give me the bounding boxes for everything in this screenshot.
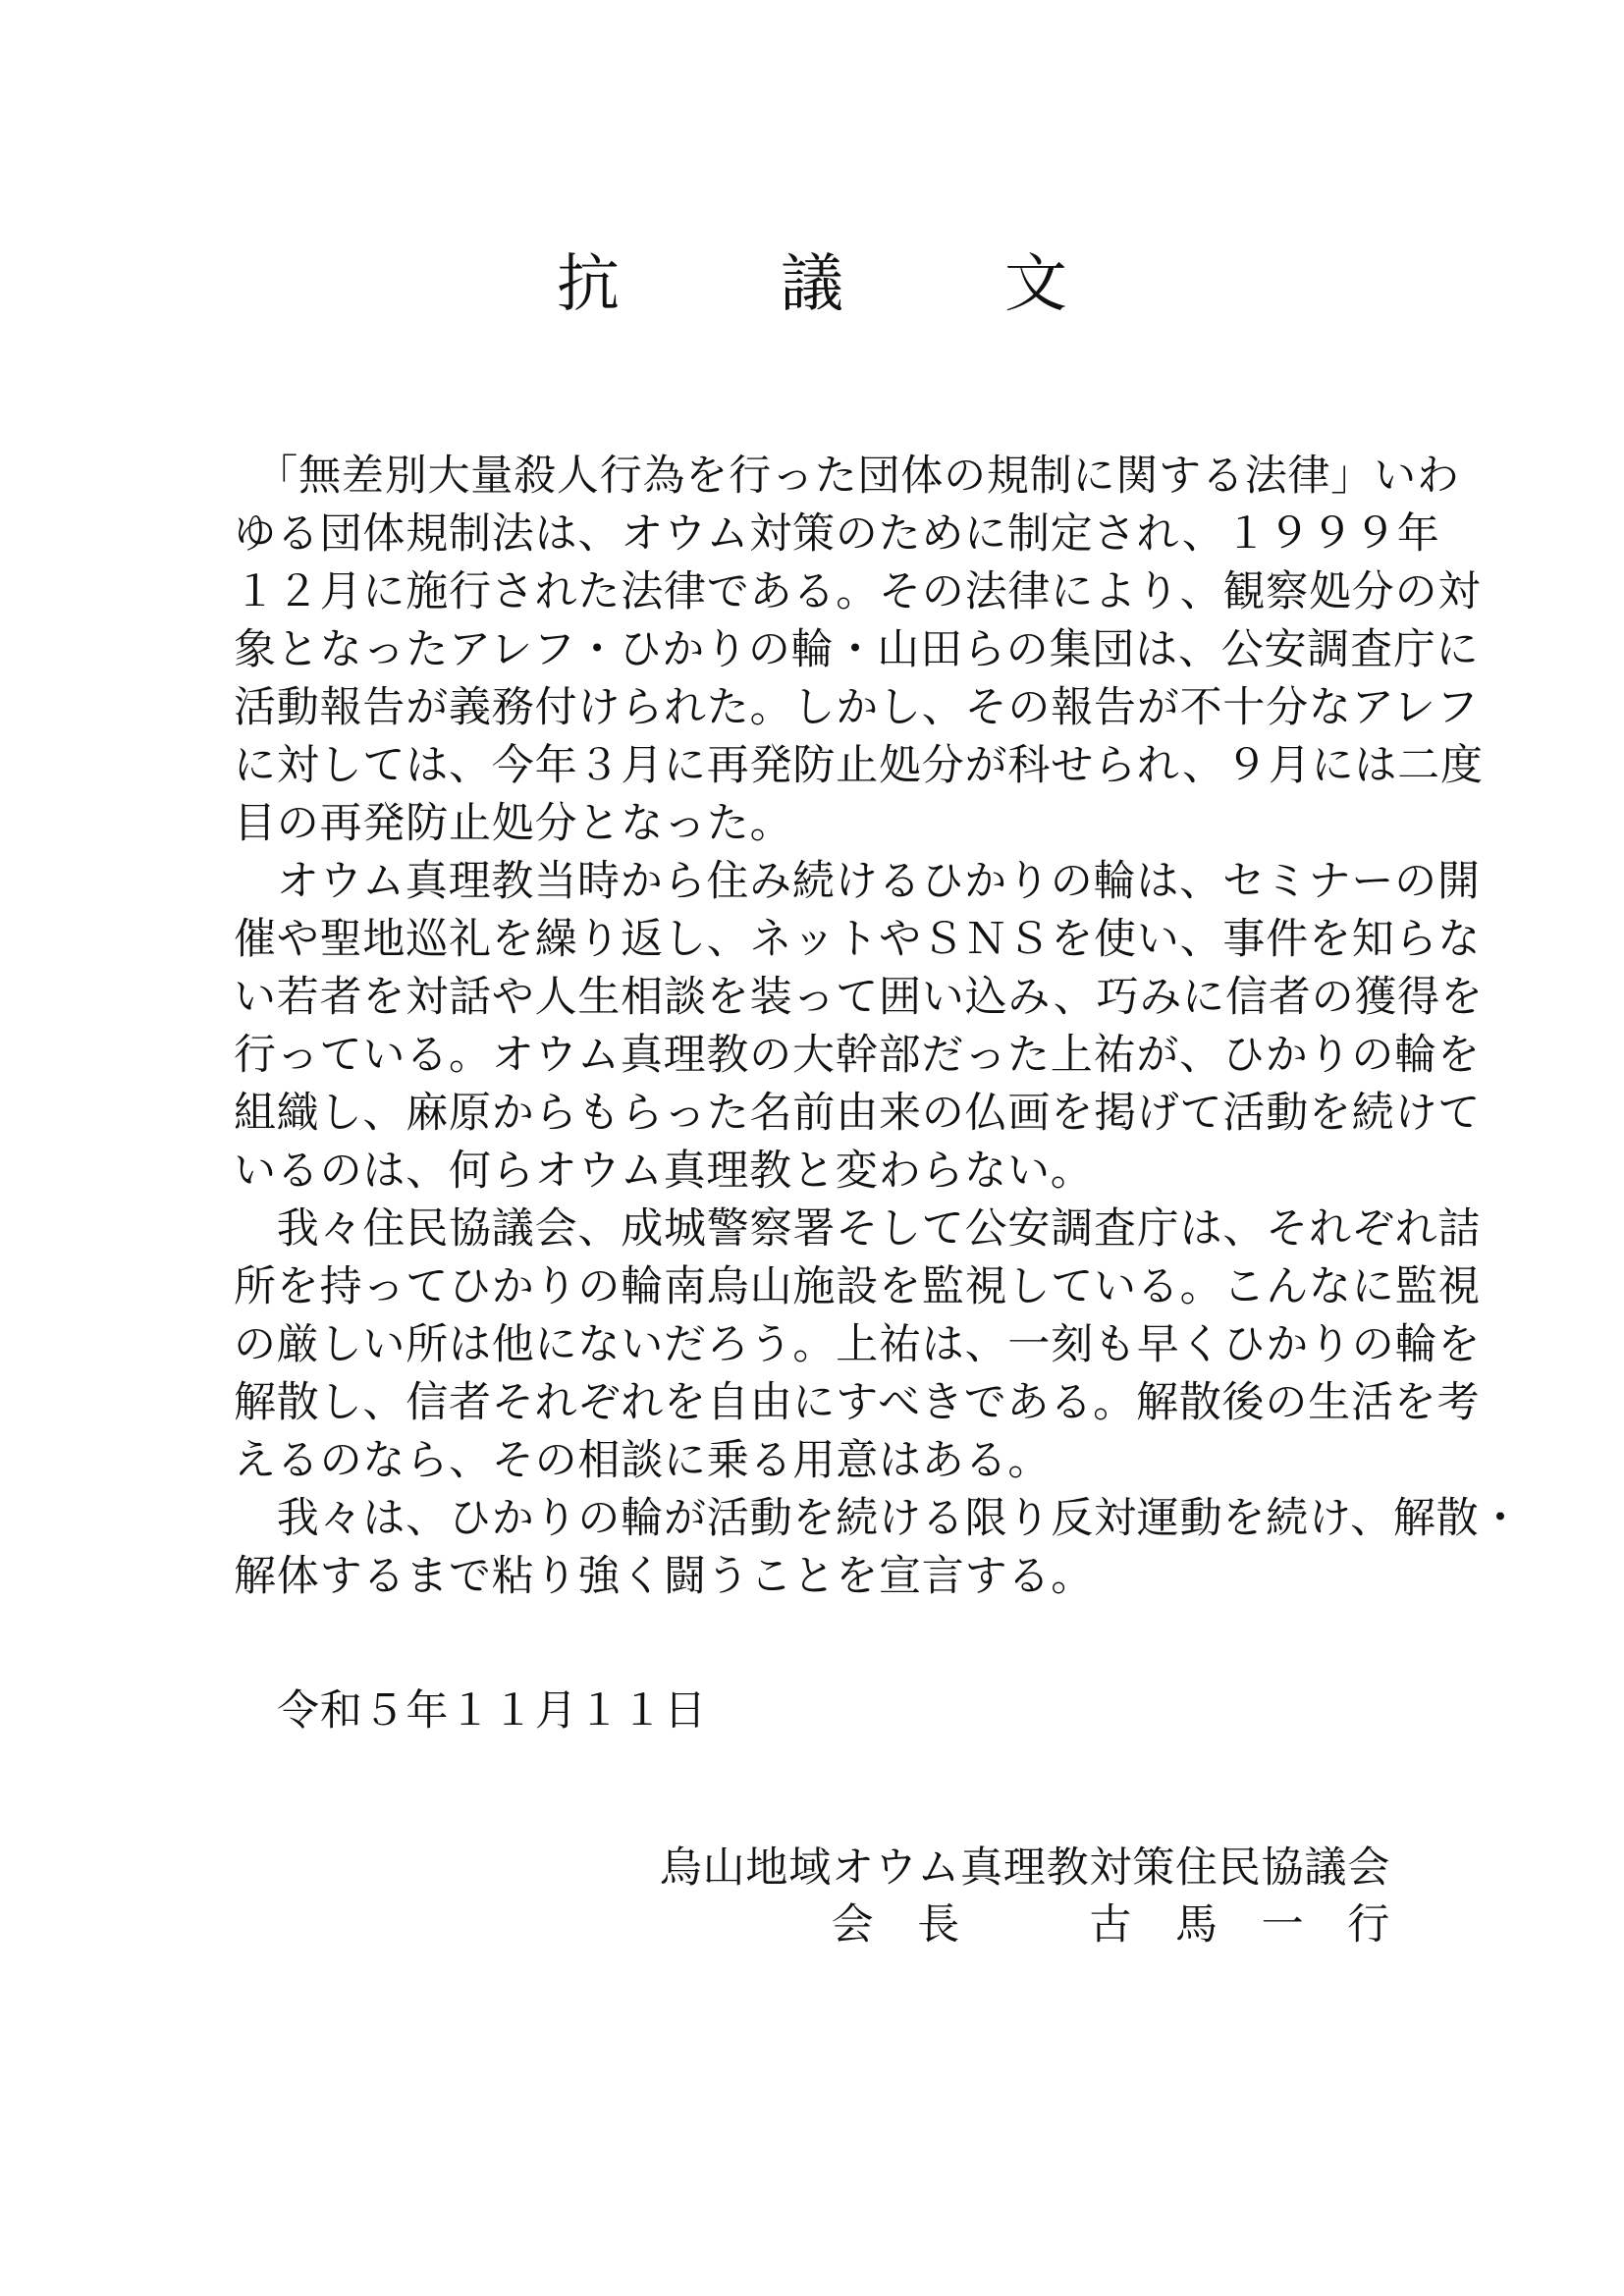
body-line: 組織し、麻原からもらった名前由来の仏画を掲げて活動を続けて: [234, 1089, 1482, 1138]
body-line: い若者を対話や人生相談を装って囲い込み、巧みに信者の獲得を: [234, 973, 1484, 1022]
body-line: 我々住民協議会、成城警察署そして公安調査庁は、それぞれ詰: [234, 1204, 1482, 1254]
body-line: いるのは、何らオウム真理教と変わらない。: [234, 1147, 1094, 1196]
signer-name: 会 長 古 馬 一 行: [831, 1900, 1390, 1949]
organization-name: 烏山地域オウム真理教対策住民協議会: [659, 1843, 1390, 1893]
body-line: 象となったアレフ・ひかりの輪・山田らの集団は、公安調査庁に: [234, 625, 1480, 674]
signature-block: [660, 1840, 1390, 1953]
body-line: オウム真理教当時から住み続けるひかりの輪は、セミナーの開: [234, 857, 1481, 906]
body-line: 目の再発防止処分となった。: [234, 799, 793, 848]
document-body: [234, 448, 1523, 1606]
body-line: 活動報告が義務付けられた。しかし、その報告が不十分なアレフ: [234, 683, 1480, 732]
document-date: 令和５年１１月１１日: [277, 1686, 707, 1735]
body-line: に対しては、今年３月に再発防止処分が科せられ、９月には二度: [234, 741, 1484, 790]
body-line: 我々は、ひかりの輪が活動を続ける限り反対運動を続け、解散・: [234, 1494, 1523, 1543]
body-line: の厳しい所は他にないだろう。上祐は、一刻も早くひかりの輪を: [234, 1320, 1482, 1369]
body-line: ゆる団体規制法は、オウム対策のために制定され、１９９９年: [234, 509, 1440, 559]
body-line: 解散し、信者それぞれを自由にすべきである。解散後の生活を考: [234, 1378, 1481, 1427]
body-line: 解体するまで粘り強く闘うことを宣言する。: [234, 1552, 1094, 1601]
document-title: 抗 議 文: [557, 248, 1116, 321]
body-line: 行っている。オウム真理教の大幹部だった上祐が、ひかりの輪を: [234, 1031, 1481, 1080]
body-line: １２月に施行された法律である。その法律により、観察処分の対: [234, 567, 1482, 616]
body-line: えるのなら、その相談に乗る用意はある。: [234, 1436, 1052, 1485]
body-line: 催や聖地巡礼を繰り返し、ネットやＳＮＳを使い、事件を知らな: [234, 915, 1482, 964]
body-line: 所を持ってひかりの輪南烏山施設を監視している。こんなに監視: [234, 1262, 1482, 1311]
body-line: 「無差別大量殺人行為を行った団体の規制に関する法律」いわ: [234, 452, 1460, 501]
